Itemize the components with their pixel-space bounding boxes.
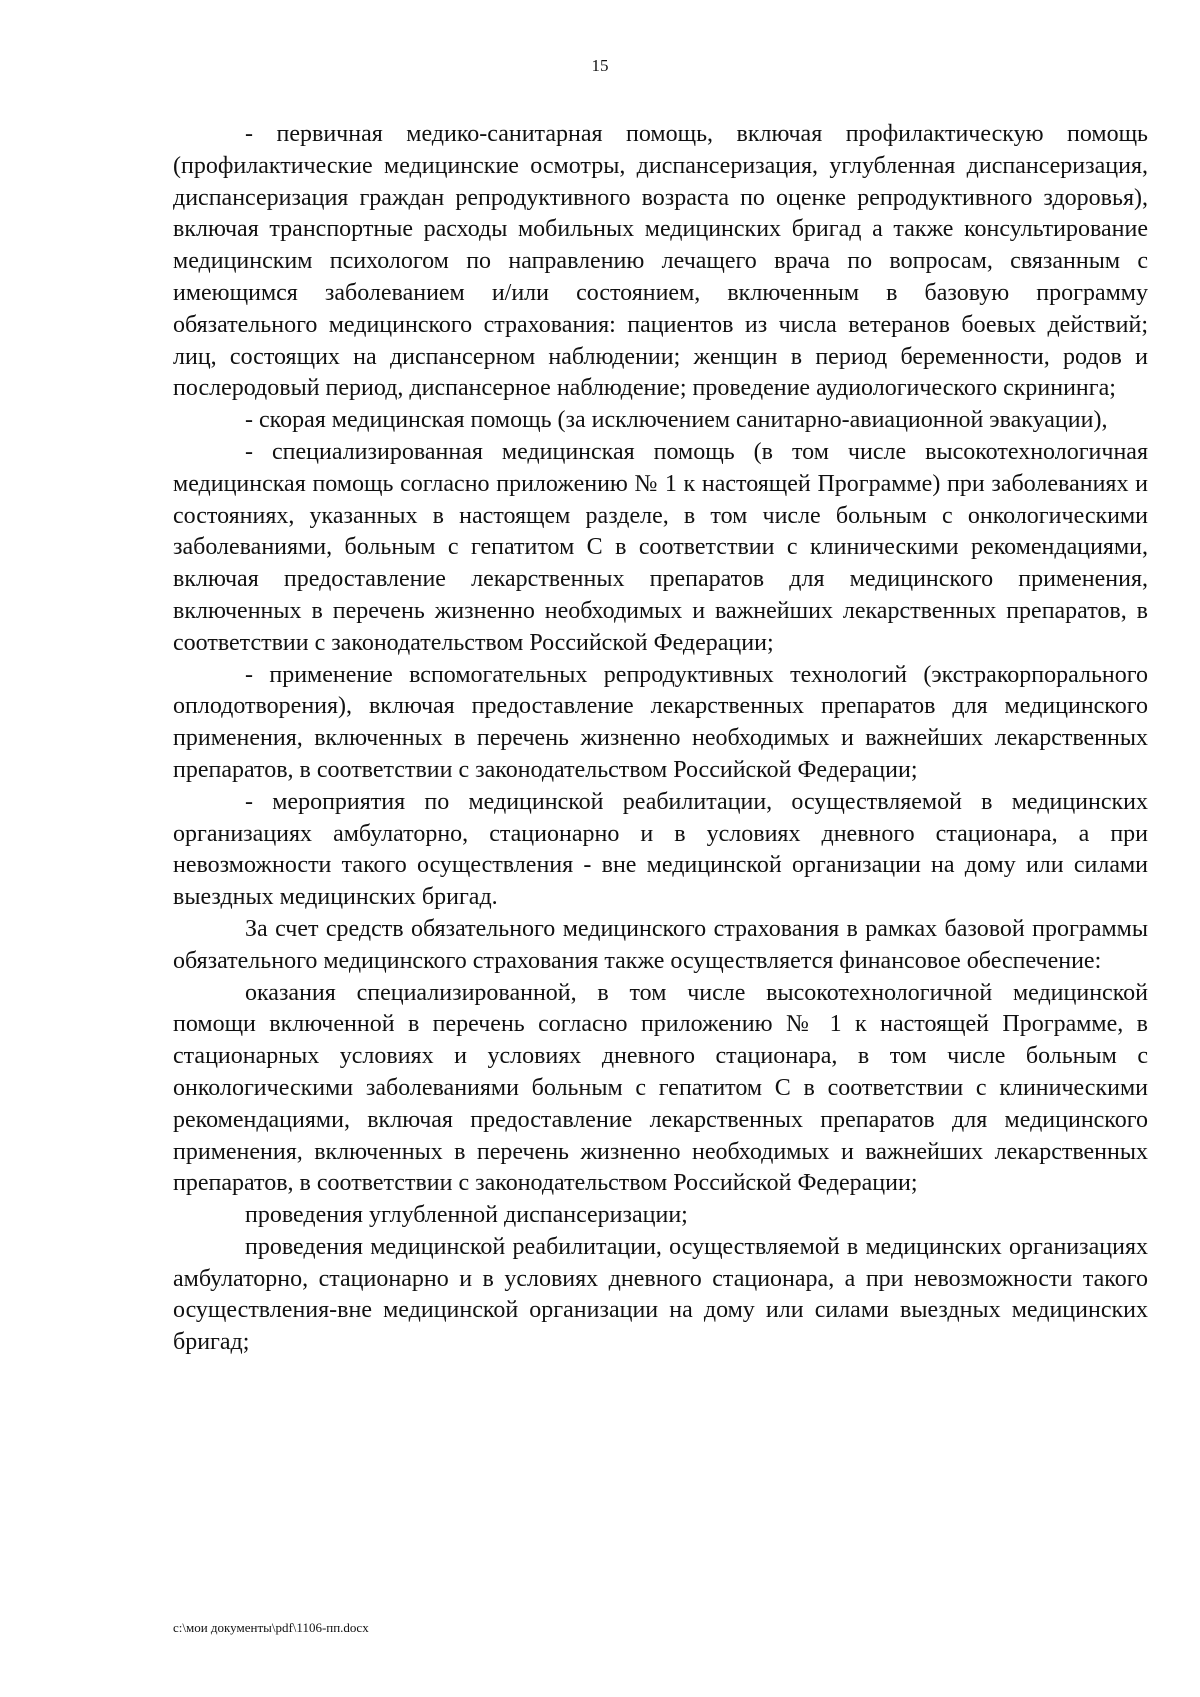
paragraph-rehabilitation-measures: - мероприятия по медицинской реабилитации, осуществляемой в медицинских организациях амбулаторно, стационарно и в условиях дневного стационара, а при невозможности такого осуществления - вне медицинской организации на дому или силами выездных медицинских бригад. bbox=[173, 788, 1148, 911]
footer-file-path: c:\мои документы\pdf\1106-пп.docx bbox=[173, 1620, 369, 1635]
paragraph-in-depth-screening: проведения углубленной диспансеризации; bbox=[245, 1202, 688, 1229]
paragraph-specialized-care: - специализированная медицинская помощь (в том числе высокотехнологичная медицинская помощь согласно приложению № 1 к настоящей Программе) при заболеваниях и состояниях, указанных в настоящем разделе, в том числе больным с онкологическими заболеваниями, больным с гепатитом С в соответствии с клиническими рекомендациями, включая предоставление лекарственных препаратов для медицинского применения, включенных в перечень жизненно необходимых и важнейших лекарственных препаратов, в соответствии с законодательством Российской Федерации; bbox=[173, 438, 1148, 656]
paragraph-reproductive-technologies: - применение вспомогательных репродуктивных технологий (экстракорпорального оплодотворения), включая предоставление лекарственных препаратов для медицинского применения, включенных в перечень жизненно необходимых и важнейших лекарственных препаратов, в соответствии с законодательством Российской Федерации; bbox=[173, 661, 1148, 783]
paragraph-oms-funding: За счет средств обязательного медицинского страхования в рамках базовой программы обязательного медицинского страхования также осуществляется финансовое обеспечение: bbox=[173, 915, 1148, 974]
paragraph-medical-rehabilitation: проведения медицинской реабилитации, осуществляемой в медицинских организациях амбулаторно, стационарно и в условиях дневного стационара, а при невозможности такого осуществления-вне медицинской организации на дому или силами выездных медицинских бригад; bbox=[173, 1233, 1148, 1356]
page-number: 15 bbox=[591, 56, 609, 75]
document-body bbox=[173, 119, 1148, 1359]
paragraph-primary-care: - первичная медико-санитарная помощь, включая профилактическую помощь (профилактические медицинские осмотры, диспансеризация, углубленная диспансеризация, диспансеризация граждан репродуктивного возраста по оценке репродуктивного здоровья), включая транспортные расходы мобильных медицинских бригад а также консультирование медицинским психологом по направлению лечащего врача по вопросам, связанным с имеющимся заболеванием и/или состоянием, включенным в базовую программу обязательного медицинского страхования: пациентов из числа ветеранов боевых действий; лиц, состоящих на диспансерном наблюдении; женщин в период беременности, родов и послеродовый период, диспансерное наблюдение; проведение аудиологического скрининга; bbox=[173, 121, 1148, 402]
paragraph-specialized-care-funding: оказания специализированной, в том числе высокотехнологичной медицинской помощи включенной в перечень согласно приложению № 1 к настоящей Программе, в стационарных условиях и условиях дневного стационара, в том числе больным с онкологическими заболеваниями больным с гепатитом С в соответствии с клиническими рекомендациями, включая предоставление лекарственных препаратов для медицинского применения, включенных в перечень жизненно необходимых и важнейших лекарственных препаратов, в соответствии с законодательством Российской Федерации; bbox=[173, 979, 1148, 1197]
paragraph-emergency-care: - скорая медицинская помощь (за исключением санитарно-авиационной эвакуации), bbox=[245, 407, 1108, 434]
